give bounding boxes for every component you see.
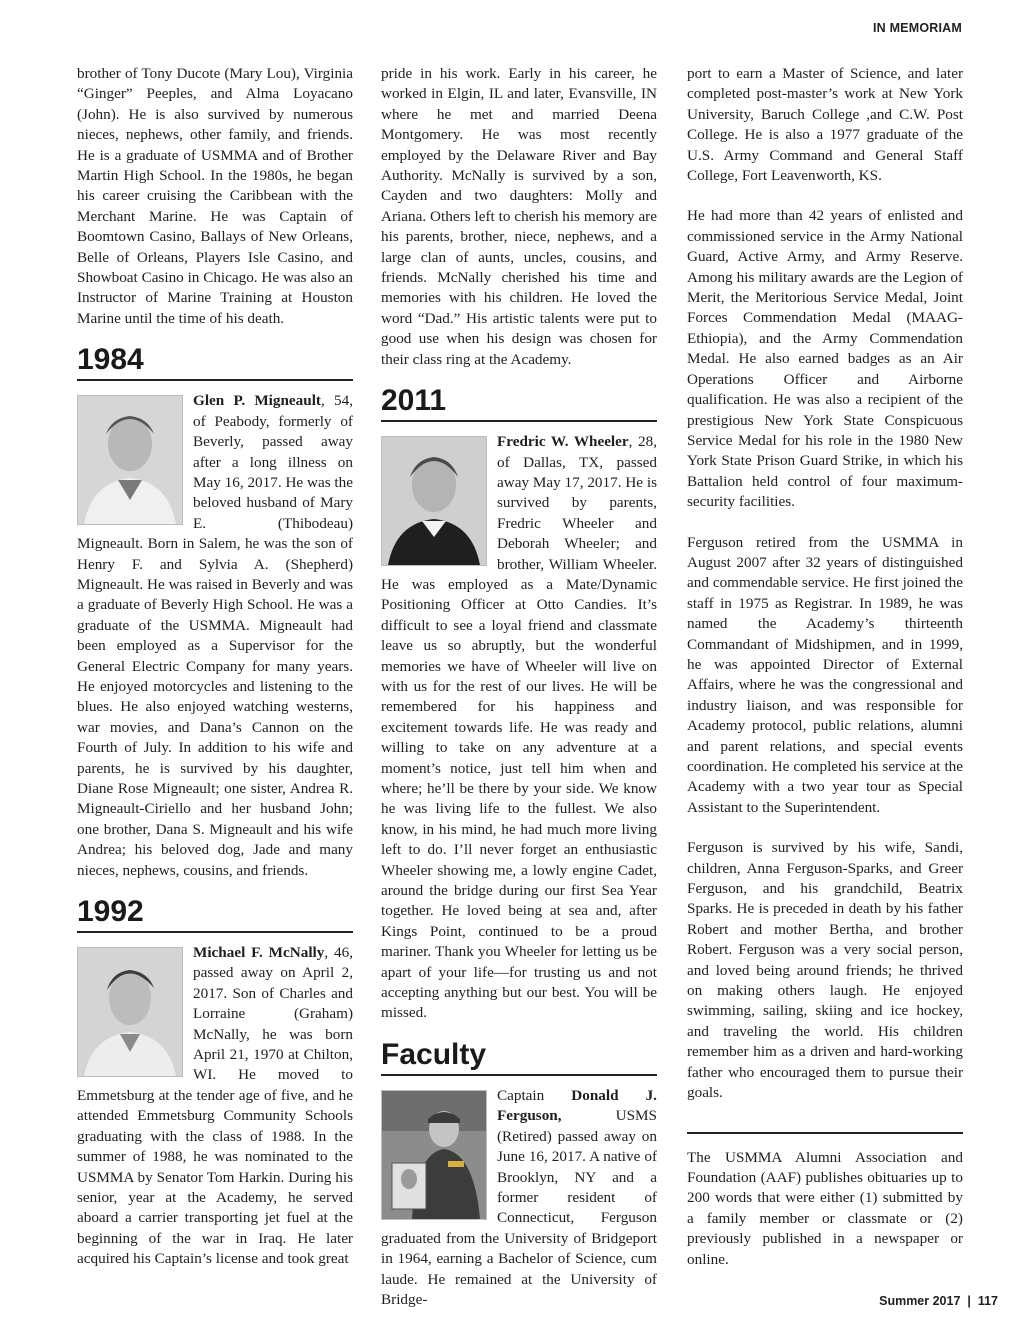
obituary-wheeler: [381, 432, 657, 1024]
section-title-1984: 1984: [77, 343, 353, 381]
paragraph-1: port to earn a Master of Science, and later completed post-master’s work at New York University, Baruch College ,and C.W. Post College. He is also a 1977 graduate of the U.S. Army Command and General Staff College, Fort Leavenworth, KS.: [687, 65, 963, 185]
continuation-text: pride in his work. Early in his career, he worked in Elgin, IL and later, Evansville, IN where he met and married Deena Montgomery. He was most recently employed by the Delaware River and Bay Authority. McNally is survived by a son, Cayden and two daughters: Molly and Ariana. Others left to cherish his memory are his parents, brother, niece, nephews, and a large clan of aunts, uncles, cousins, and friends. McNally cherished his time and memories with his children. He loved the word “Dad.” His artistic talents were put to good use when his design was chosen for their class ring at the Academy.: [381, 65, 657, 368]
page-footer: [879, 1294, 998, 1308]
obituary-body: USMS (Retired) passed away on June 16, 2017. A native of Brooklyn, NY and a former resident of Connecticut, Ferguson graduated from the University of Bridgeport in 1964, earning a Bachelor of Science, cum laude. He remained at the University of Bridge-: [381, 1107, 657, 1308]
deceased-name: Glen P. Migneault: [193, 392, 321, 410]
issue-label: Summer 2017: [879, 1294, 961, 1308]
deceased-name: Fredric W. Wheeler: [497, 433, 629, 451]
page-number: 117: [977, 1294, 998, 1308]
obituary-body: , 54, of Peabody, formerly of Beverly, passed away after a long illness on May 16, 2017. He was the beloved husband of Mary E. (Thibodeau) Migneault. Born in Salem, he was the son of Henry F. and Sylvia A. (Shepherd) Migneault. He was raised in Beverly and was a graduate of Beverly High School. He was a graduate of the USMMA. Migneault had been employed as a Supervisor for the General Electric Company for many years. He enjoyed motorcycles and listening to the blues. He also enjoyed watching westerns, war movies, and Dana’s Cannon on the Fourth of July. In addition to his wife and parents, he is survived by his daughter, Diane Rose Migneault; one sister, Andrea R. Migneault-Ciriello and her husband John; one brother, Dana S. Migneault and his wife Andrea; his beloved dog, Jade and many nieces, nephews, cousins, and friends.: [77, 392, 353, 879]
section-header: IN MEMORIAM: [873, 21, 962, 35]
continuation-text: brother of Tony Ducote (Mary Lou), Virginia “Ginger” Peeples, and Alma Loyacano (John). He is also survived by numerous nieces, nephews, other family, and friends. He is a graduate of USMMA and of Brother Martin High School. In the 1980s, he began his career cruising the Caribbean with the Merchant Marine. He was Captain of Boomtown Casino, Ballays of New Orleans, Belle of Orleans, Players Isle Casino, and Showboat Casino in Chicago. He was also an Instructor of Marine Training at Houston Marine until the time of his death.: [77, 65, 353, 327]
portrait-photo: [77, 395, 183, 525]
divider: [687, 1132, 963, 1134]
rank-prefix: Captain: [497, 1086, 572, 1104]
obituary-body: , 46, passed away on April 2, 2017. Son of Charles and Lorraine (Graham) McNally, he was born April 21, 1970 at Chilton, WI. He moved to Emmetsburg at the tender age of five, and he attended Emmetsburg Community Schools graduating with the class of 1988. In the summer of 1988, he was nominated to the USMMA by Senator Tom Harkin. During his senior, year at the Academy, he served aboard a carrier transporting jet fuel at the beginning of the war in Iraq. He later acquired his Captain’s license and took great: [77, 944, 353, 1268]
portrait-photo: [381, 1090, 487, 1220]
paragraph-4: Ferguson is survived by his wife, Sandi, children, Anna Ferguson-Sparks, and Greer Ferguson, and his grandchild, Beatrix Sparks. He is preceded in death by his father Robert and mother Bertha, and brother Robert. Ferguson was a very social person, and loved being around friends; he thrived on making others laugh. He enjoyed swimming, sailing, skiing and ice hockey, and traveling the world. His children remember him as a driven and hard-working father who encouraged them to pursue their goals.: [687, 839, 963, 1102]
footer-separator: |: [967, 1294, 971, 1308]
paragraph-3: Ferguson retired from the USMMA in August 2007 after 32 years of distinguished and commendable service. He first joined the staff in 1975 as Registrar. In 1989, he was named the Academy’s thirteenth Commandant of Midshipmen, and in 1999, he was appointed Director of External Affairs, where he was the congressional and industry liaison, and was responsible for Academy protocol, public relations, alumni and parent relations, and special events coordination. He completed his service at the Academy with a two year tour as Special Assistant to the Superintendent.: [687, 533, 963, 816]
deceased-name: Michael F. McNally: [193, 944, 325, 962]
publication-note: The USMMA Alumni Association and Foundation (AAF) publishes obituaries up to 200 words that were either (1) submitted by a family member or classmate or (2) previously published in a newspaper or online.: [687, 1148, 963, 1268]
deceased-name: Donald J. Ferguson,: [497, 1086, 657, 1125]
portrait-photo: [77, 947, 183, 1077]
portrait-photo: [381, 436, 487, 566]
column-3: [687, 64, 963, 1270]
obituary-mcnally: [77, 943, 353, 1270]
column-2: [381, 64, 657, 1310]
section-title-faculty: Faculty: [381, 1038, 657, 1076]
obituary-body: , 28, of Dallas, TX, passed away May 17, 2017. He is survived by parents, Fredric Wheeler and Deborah Wheeler; and brother, William Wheeler. He was employed as a Mate/Dynamic Positioning Officer at Otto Candies. It’s difficult to see a loyal friend and classmate leave us so abruptly, but the wonderful memories we have of Wheeler will live on with us for the rest of our lives. He will be remembered for his happiness and excitement towards life. He was ready and willing to take on any adventure at a moment’s notice, just tell him when and where; he’ll be there by your side. We know he was living life to the fullest. We also know, in his mind, he had much more living left to do. I’ll never forget an enthusiastic Wheeler showing me, a lowly engine Cadet, around the bridge during our first Sea Year together. He loved being at sea and, after Kings Point, continued to be a proud mariner. Thank you Wheeler for letting us be apart of your life—for trusting us and not accepting anything but our best. You will be missed.: [381, 433, 657, 1022]
obituary-migneault: [77, 391, 353, 881]
section-title-1992: 1992: [77, 895, 353, 933]
section-title-2011: 2011: [381, 384, 657, 422]
column-1: [77, 64, 353, 1270]
obituary-ferguson: [381, 1086, 657, 1310]
paragraph-2: He had more than 42 years of enlisted and commissioned service in the Army National Guard, Active Army, and Army Reserve. Among his military awards are the Legion of Merit, the Meritorious Service Medal, Joint Forces Commendation Medal (MAAG-Ethiopia), and the Army Commendation Medal. He also earned badges as an Air Operations Officer and Airborne qualification. He was also a recipient of the prestigious New York State Conspicuous Service Medal for his role in the 1980 New York State Prison Guard Strike, in which his Battalion held control of four maximum-security facilities.: [687, 207, 963, 511]
